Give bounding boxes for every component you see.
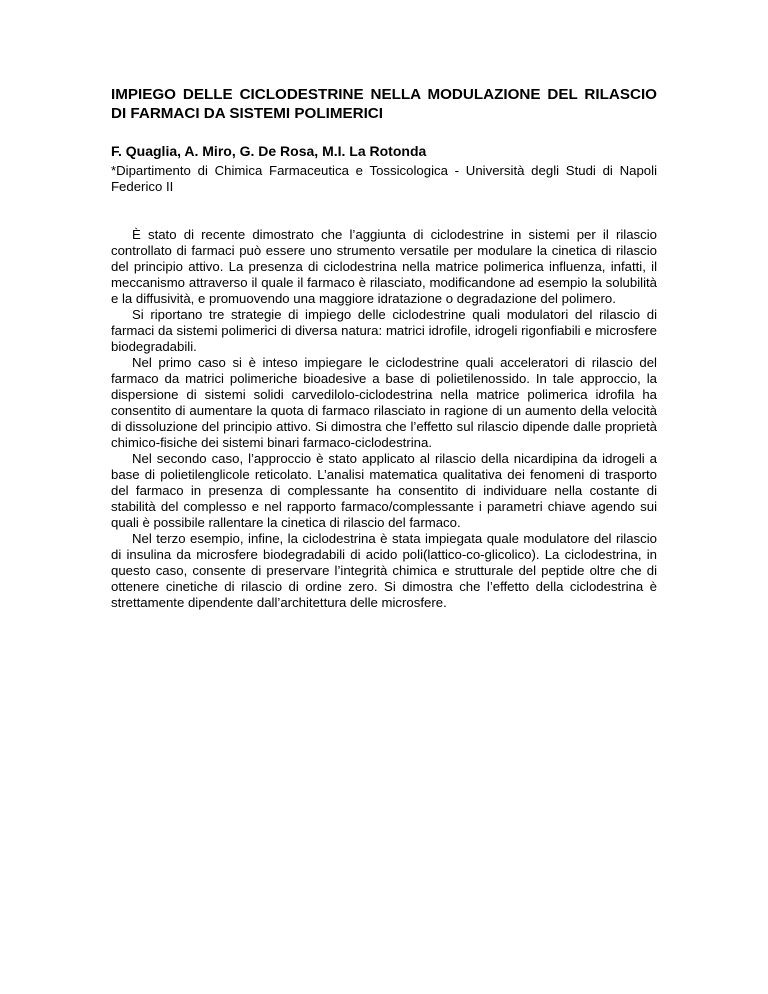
document-page: [111, 85, 657, 611]
document-title: IMPIEGO DELLE CICLODESTRINE NELLA MODULAZIONE DEL RILASCIO DI FARMACI DA SISTEMI POLIMERICI: [111, 86, 657, 122]
paragraph-4: Nel secondo caso, l’approccio è stato applicato al rilascio della nicardipina da idrogeli a base di polietilenglicole reticolato. L’analisi matematica qualitativa dei fenomeni di trasporto del farmaco in presenza di complessante ha consentito di individuare nella costante di stabilità del complesso e nel rapporto farmaco/complessante i parametri chiave agendo sui quali è possibile rallentare la cinetica di rilascio del farmaco.: [111, 451, 657, 530]
paragraph-5: Nel terzo esempio, infine, la ciclodestrina è stata impiegata quale modulatore del rilascio di insulina da microsfere biodegradabili di acido poli(lattico-co-glicolico). La ciclodestrina, in questo caso, consente di preservare l’integrità chimica e strutturale del peptide oltre che di ottenere cinetiche di rilascio di ordine zero. Si dimostra che l’effetto della ciclodestrina è strettamente dipendente dall’architettura delle microsfere.: [111, 531, 657, 610]
paragraph-1: È stato di recente dimostrato che l’aggiunta di ciclodestrine in sistemi per il rilascio controllato di farmaci può essere uno strumento versatile per modulare la cinetica di rilascio del principio attivo. La presenza di ciclodestrina nella matrice polimerica influenza, infatti, il meccanismo attraverso il quale il farmaco è rilasciato, modificandone ad esempio la solubilità e la diffusività, e promuovendo una maggiore idratazione o degradazione del polimero.: [111, 227, 657, 306]
author-list: F. Quaglia, A. Miro, G. De Rosa, M.I. La Rotonda: [111, 143, 427, 159]
affiliation: *Dipartimento di Chimica Farmaceutica e Tossicologica - Università degli Studi di Napoli Federico II: [111, 163, 657, 194]
abstract-body: [111, 227, 657, 611]
paragraph-3: Nel primo caso si è inteso impiegare le ciclodestrine quali acceleratori di rilascio del farmaco da matrici polimeriche bioadesive a base di polietilenossido. In tale approccio, la dispersione di sistemi solidi carvedilolo-ciclodestrina nella matrice polimerica idrofila ha consentito di aumentare la quota di farmaco rilasciato in ragione di un aumento della velocità di dissoluzione del principio attivo. Si dimostra che l’effetto sul rilascio dipende dalle proprietà chimico-fisiche dei sistemi binari farmaco-ciclodestrina.: [111, 355, 657, 450]
paragraph-2: Si riportano tre strategie di impiego delle ciclodestrine quali modulatori del rilascio di farmaci da sistemi polimerici di diversa natura: matrici idrofile, idrogeli rigonfiabili e microsfere biodegradabili.: [111, 307, 657, 354]
